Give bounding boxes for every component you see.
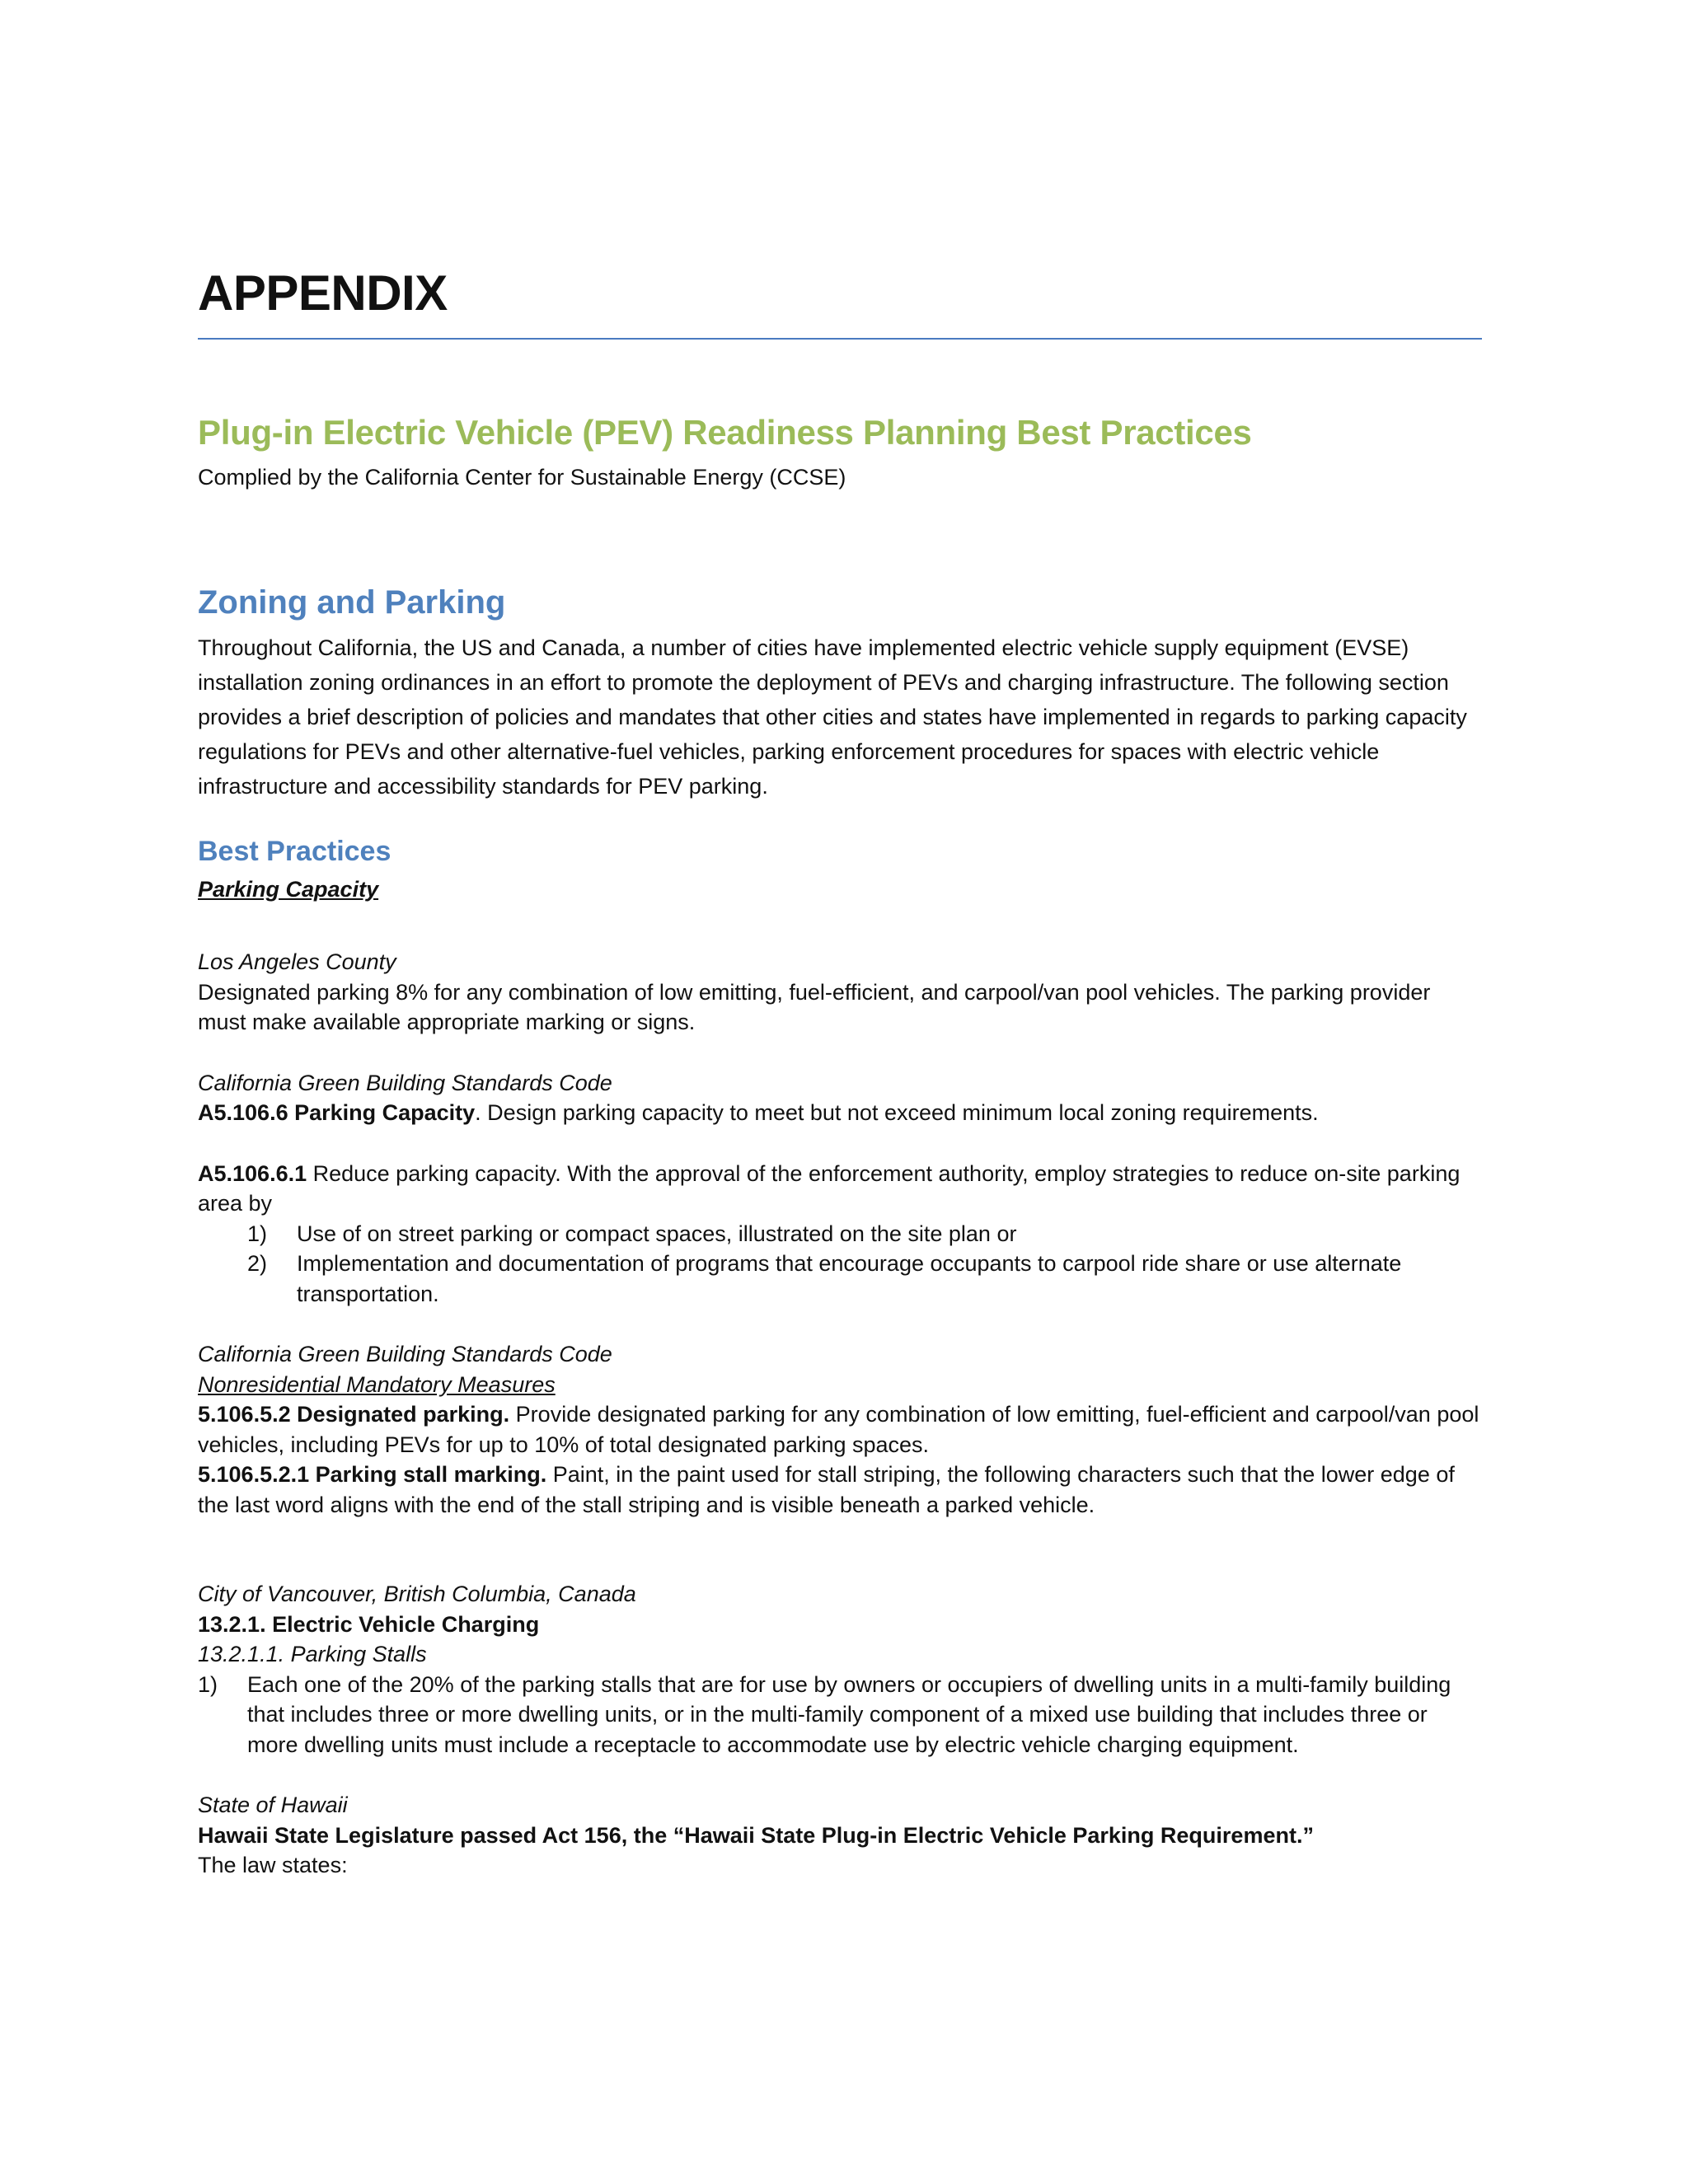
subcode-label: 13.2.1.1. Parking Stalls (198, 1642, 427, 1667)
code-reference: 13.2.1. Electric Vehicle Charging (198, 1611, 540, 1637)
vancouver-list (198, 1670, 1484, 1760)
source-label: California Green Building Standards Code (198, 1342, 612, 1367)
calgreen-nonresidential-block (198, 1339, 1484, 1520)
reduce-capacity-list (198, 1219, 1484, 1310)
title-rule (198, 338, 1482, 340)
calgreen-reduce-capacity-text (198, 1159, 1484, 1219)
code-text: Provide designated parking for any combination of low emitting, fuel-efficient and carpool/van pool vehicles, including PEVs for up to 10% of total designated parking spaces. (198, 1402, 1479, 1457)
code-reference: 5.106.5.2 Designated parking. (198, 1402, 510, 1427)
parking-capacity-topic: Parking Capacity (198, 877, 379, 902)
source-label: City of Vancouver, British Columbia, Canada (198, 1582, 636, 1607)
code-text: Reduce parking capacity. With the approval of the enforcement authority, employ strategies to reduce on-site parking area by (198, 1160, 1461, 1216)
list-item (198, 1249, 1484, 1309)
section-intro: Throughout California, the US and Canada, a number of cities have implemented electric vehicle supply equipment (EVSE) installation zoning ordinances in an effort to promote the deployment of PEVs and charging infrastructure. The following section provides a brief description of policies and mandates that other cities and states have implemented in regards to parking capacity regulations for PEVs and other alternative-fuel vehicles, parking enforcement procedures for spaces with electric vehicle infrastructure and accessibility standards for PEV parking. (198, 635, 1467, 799)
appendix-title: APPENDIX (198, 265, 448, 321)
la-county-text: Designated parking 8% for any combination of low emitting, fuel-efficient, and carpool/van pool vehicles. The parking provider must make available appropriate marking or signs. (198, 979, 1431, 1035)
vancouver-block (198, 1579, 1484, 1760)
calgreen-reduce-capacity-block (198, 1159, 1484, 1310)
la-county-block (198, 947, 1484, 1038)
source-label: California Green Building Standards Code (198, 1070, 612, 1095)
calgreen-parking-capacity-block (198, 1068, 1484, 1128)
hawaii-text: The law states: (198, 1853, 348, 1878)
source-label: State of Hawaii (198, 1793, 348, 1818)
best-practices-heading: Best Practices (198, 836, 392, 868)
calgreen-parking-capacity-text (198, 1098, 1484, 1128)
code-reference: 5.106.5.2.1 Parking stall marking. (198, 1462, 547, 1488)
list-number: 1) (247, 1221, 268, 1246)
hawaii-headline: Hawaii State Legislature passed Act 156, the “Hawaii State Plug-in Electric Vehicle Parking Requirement.” (198, 1822, 1314, 1848)
document-subtitle: Complied by the California Center for Sustainable Energy (CCSE) (198, 465, 846, 490)
code-reference: A5.106.6.1 (198, 1160, 307, 1186)
list-text: Each one of the 20% of the parking stalls that are for use by owners or occupiers of dwelling units in a multi-family building that includes three or more dwelling units, or in the multi-family component of a mixed use building that includes three or more dwelling units must include a receptacle to accommodate use by electric vehicle charging equipment. (247, 1671, 1451, 1757)
list-text: Implementation and documentation of programs that encourage occupants to carpool ride share or use alternate transportation. (297, 1251, 1402, 1306)
list-item (198, 1219, 1484, 1249)
measures-label: Nonresidential Mandatory Measures (198, 1371, 556, 1397)
list-item (198, 1670, 1484, 1760)
stall-marking-text (198, 1460, 1484, 1520)
hawaii-block (198, 1790, 1484, 1881)
code-text: . Design parking capacity to meet but not exceed minimum local zoning requirements. (475, 1100, 1319, 1126)
list-number: 2) (247, 1251, 268, 1277)
code-text: Paint, in the paint used for stall striping, the following characters such that the lower edge of the last word aligns with the end of the stall striping and is visible beneath a parked vehicle. (198, 1462, 1455, 1517)
code-reference: A5.106.6 Parking Capacity (198, 1100, 476, 1126)
section-heading-zoning: Zoning and Parking (198, 584, 506, 621)
source-label: Los Angeles County (198, 949, 396, 975)
document-page (198, 264, 1484, 1881)
designated-parking-text (198, 1399, 1484, 1460)
list-number: 1) (198, 1671, 218, 1697)
list-text: Use of on street parking or compact spaces, illustrated on the site plan or (297, 1221, 1017, 1246)
document-title: Plug-in Electric Vehicle (PEV) Readiness Planning Best Practices (198, 413, 1252, 452)
